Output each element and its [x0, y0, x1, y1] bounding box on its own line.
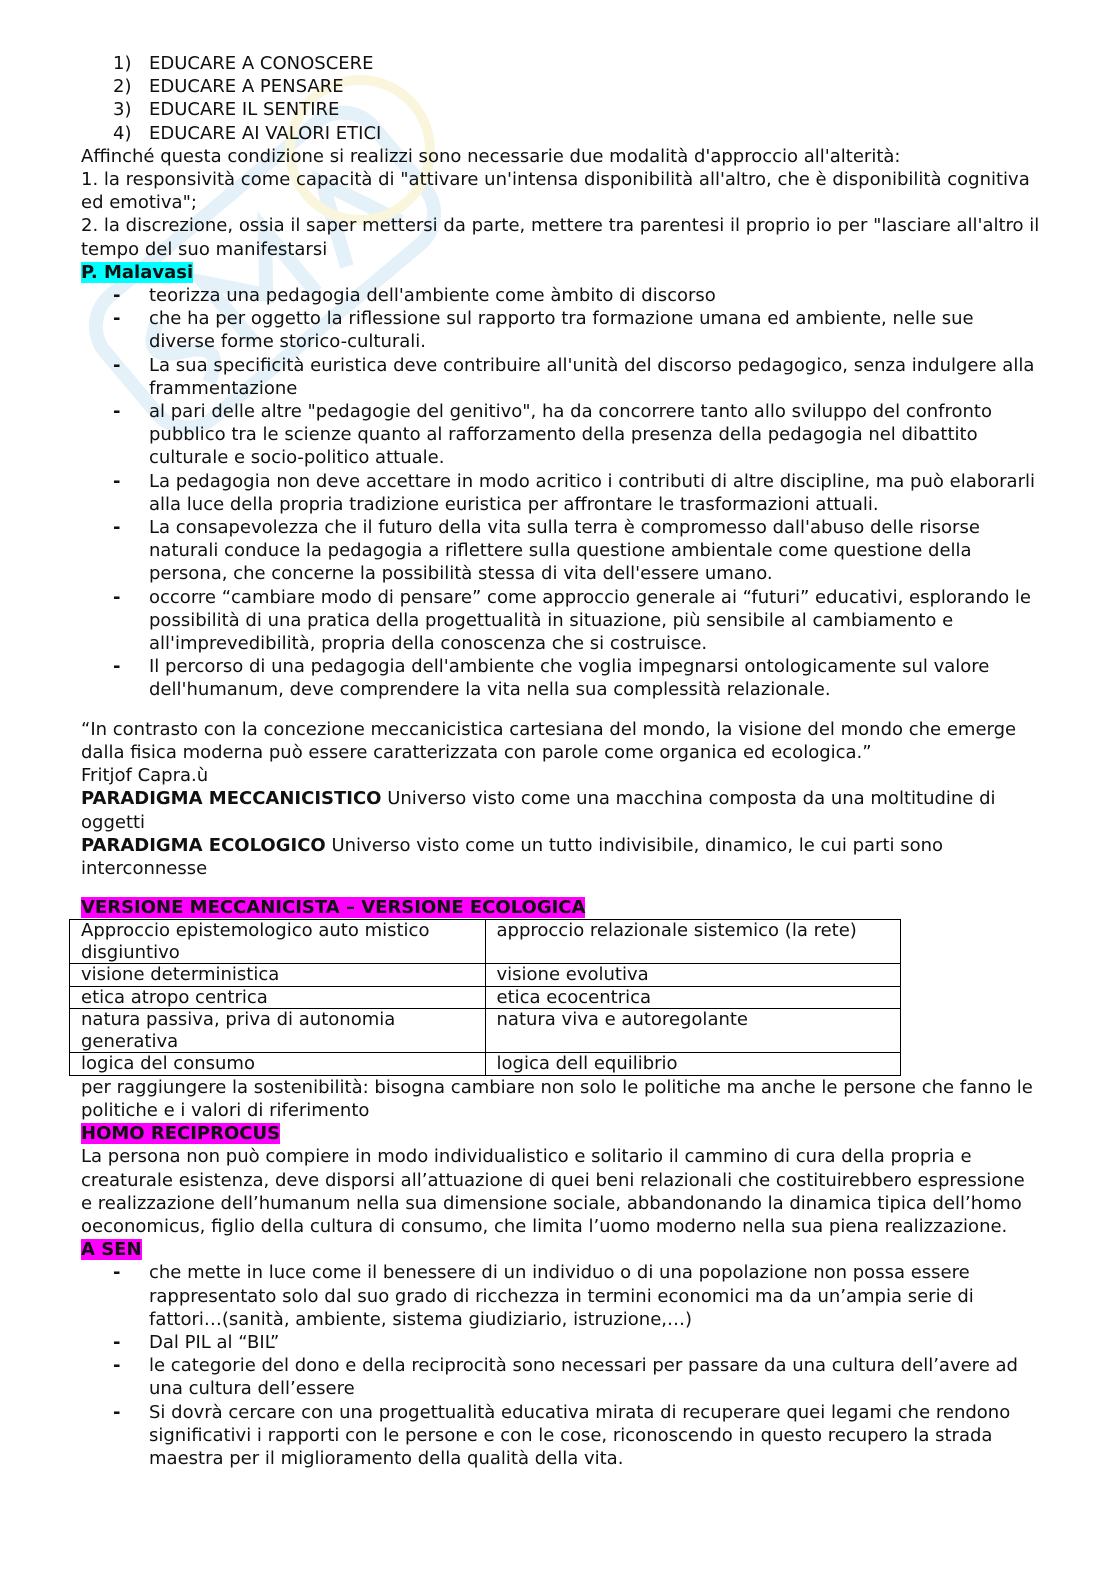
- table-row: visione deterministica visione evolutiva: [70, 964, 901, 987]
- list-item: - che ha per oggetto la riflessione sul rapporto tra formazione umana ed ambiente, nelle sue diverse forme storico-culturali.: [113, 308, 974, 353]
- intro-point-2: 2. la discrezione, ossia il saper mettersi da parte, mettere tra parentesi il proprio io per "lasciare all'altro il tempo del suo manifestarsi: [81, 215, 1040, 260]
- table-row: logica del consumo logica dell equilibrio: [70, 1053, 901, 1076]
- list-item: 3) EDUCARE IL SENTIRE: [113, 99, 340, 121]
- table-row: Approccio epistemologico auto mistico disgiuntivo approccio relazionale sistemico (la rete): [70, 920, 901, 964]
- numbered-list: [81, 52, 1041, 145]
- document-page: [81, 52, 1041, 1470]
- list-item: - occorre “cambiare modo di pensare” come approccio generale ai “futuri” educativi, esplorando le possibilità di una pratica della progettualità in situazione, più sensibile al cambiamento e all'imprevedibilità, propria della conoscenza che si costruisce.: [113, 586, 1031, 655]
- list-item: - Si dovrà cercare con una progettualità educativa mirata di recuperare quei legami che rendono significativi i rapporti con le persone e con le cose, riconoscendo in questo recupero la strada maestra per il miglioramento della qualità della vita.: [113, 1401, 1011, 1470]
- comparison-table: [69, 919, 901, 1076]
- list-item: - La sua specificità euristica deve contribuire all'unità del discorso pedagogico, senza indulgere alla frammentazione: [113, 354, 1035, 399]
- intro-line: Affinché questa condizione si realizzi sono necessarie due modalità d'approccio all'alterità:: [81, 145, 901, 167]
- homo-text: La persona non può compiere in modo individualistico e solitario il cammino di cura della propria e creaturale esistenza, deve disporsi all’attuazione di quei beni relazionali che costituirebbero espressione e realizzazione dell’humanum nella sua dimensione sociale, abbandonando la dinamica tipica dell’homo oeconomicus, figlio della cultura di consumo, che limita l’uomo moderno nella sua piena realizzazione.: [81, 1146, 1025, 1238]
- list-item: - al pari delle altre "pedagogie del genitivo", ha da concorrere tanto allo sviluppo del confronto pubblico tra le scienze quanto al rafforzamento della presenza della pedagogia nel dibattito culturale e socio-politico attuale.: [113, 401, 992, 469]
- list-item: - La consapevolezza che il futuro della vita sulla terra è compromesso dall'abuso delle risorse naturali conduce la pedagogia a riflettere sulla questione ambientale come questione della persona, che concerne la possibilità stessa di vita dell'essere umano.: [113, 517, 980, 585]
- malavasi-heading: P. Malavasi: [81, 261, 194, 283]
- sen-heading: A SEN: [81, 1239, 142, 1261]
- list-item: - le categorie del dono e della reciprocità sono necessari per passare da una cultura dell’avere ad una cultura dell’essere: [113, 1355, 1018, 1400]
- list-item: 1) EDUCARE A CONOSCERE: [113, 53, 374, 74]
- list-item: - Il percorso di una pedagogia dell'ambiente che voglia impegnarsi ontologicamente sul valore dell'humanum, deve comprendere la vita nella sua complessità relazionale.: [113, 656, 990, 701]
- quote-author: Fritjof Capra.ù: [81, 765, 209, 787]
- list-item: 4) EDUCARE AI VALORI ETICI: [113, 122, 382, 144]
- paradigm-ecological: PARADIGMA ECOLOGICO Universo visto come un tutto indivisibile, dinamico, le cui parti sono interconnesse: [81, 834, 944, 879]
- capra-quote: “In contrasto con la concezione meccanicistica cartesiana del mondo, la visione del mondo che emerge dalla fisica moderna può essere caratterizzata con parole come organica ed ecologica.”: [81, 718, 1017, 763]
- sen-list: [81, 1261, 1041, 1470]
- list-item: - La pedagogia non deve accettare in modo acritico i contributi di altre discipline, ma può elaborarli alla luce della propria tradizione euristica per affrontare le trasformazioni attuali.: [113, 470, 1035, 515]
- list-item: - che mette in luce come il benessere di un individuo o di una popolazione non possa essere rappresentato solo dal suo grado di ricchezza in termini economici ma da un’ampia serie di fattori…(sanità, ambiente, sistema giudiziario, istruzione,…): [113, 1262, 974, 1330]
- paradigm-mechanistic: PARADIGMA MECCANICISTICO Universo visto come una macchina composta da una moltitudine di oggetti: [81, 788, 996, 833]
- homo-heading: HOMO RECIPROCUS: [81, 1123, 281, 1145]
- sustainability-note: per raggiungere la sostenibilità: bisogna cambiare non solo le politiche ma anche le persone che fanno le politiche e i valori di riferimento: [81, 1076, 1033, 1122]
- list-item: - teorizza una pedagogia dell'ambiente come àmbito di discorso: [113, 285, 716, 307]
- intro-point-1: 1. la responsività come capacità di "attivare un'intensa disponibilità all'altro, che è disponibilità cognitiva ed emotiva";: [81, 169, 1030, 214]
- table-row: natura passiva, priva di autonomia generativa natura viva e autoregolante: [70, 1009, 901, 1053]
- list-item: - Dal PIL al “BIL”: [113, 1332, 280, 1354]
- comparison-heading: VERSIONE MECCANICISTA – VERSIONE ECOLOGICA: [81, 897, 586, 919]
- list-item: 2) EDUCARE A PENSARE: [113, 76, 344, 98]
- table-row: etica atropo centrica etica ecocentrica: [70, 986, 901, 1009]
- malavasi-list: [81, 284, 1041, 702]
